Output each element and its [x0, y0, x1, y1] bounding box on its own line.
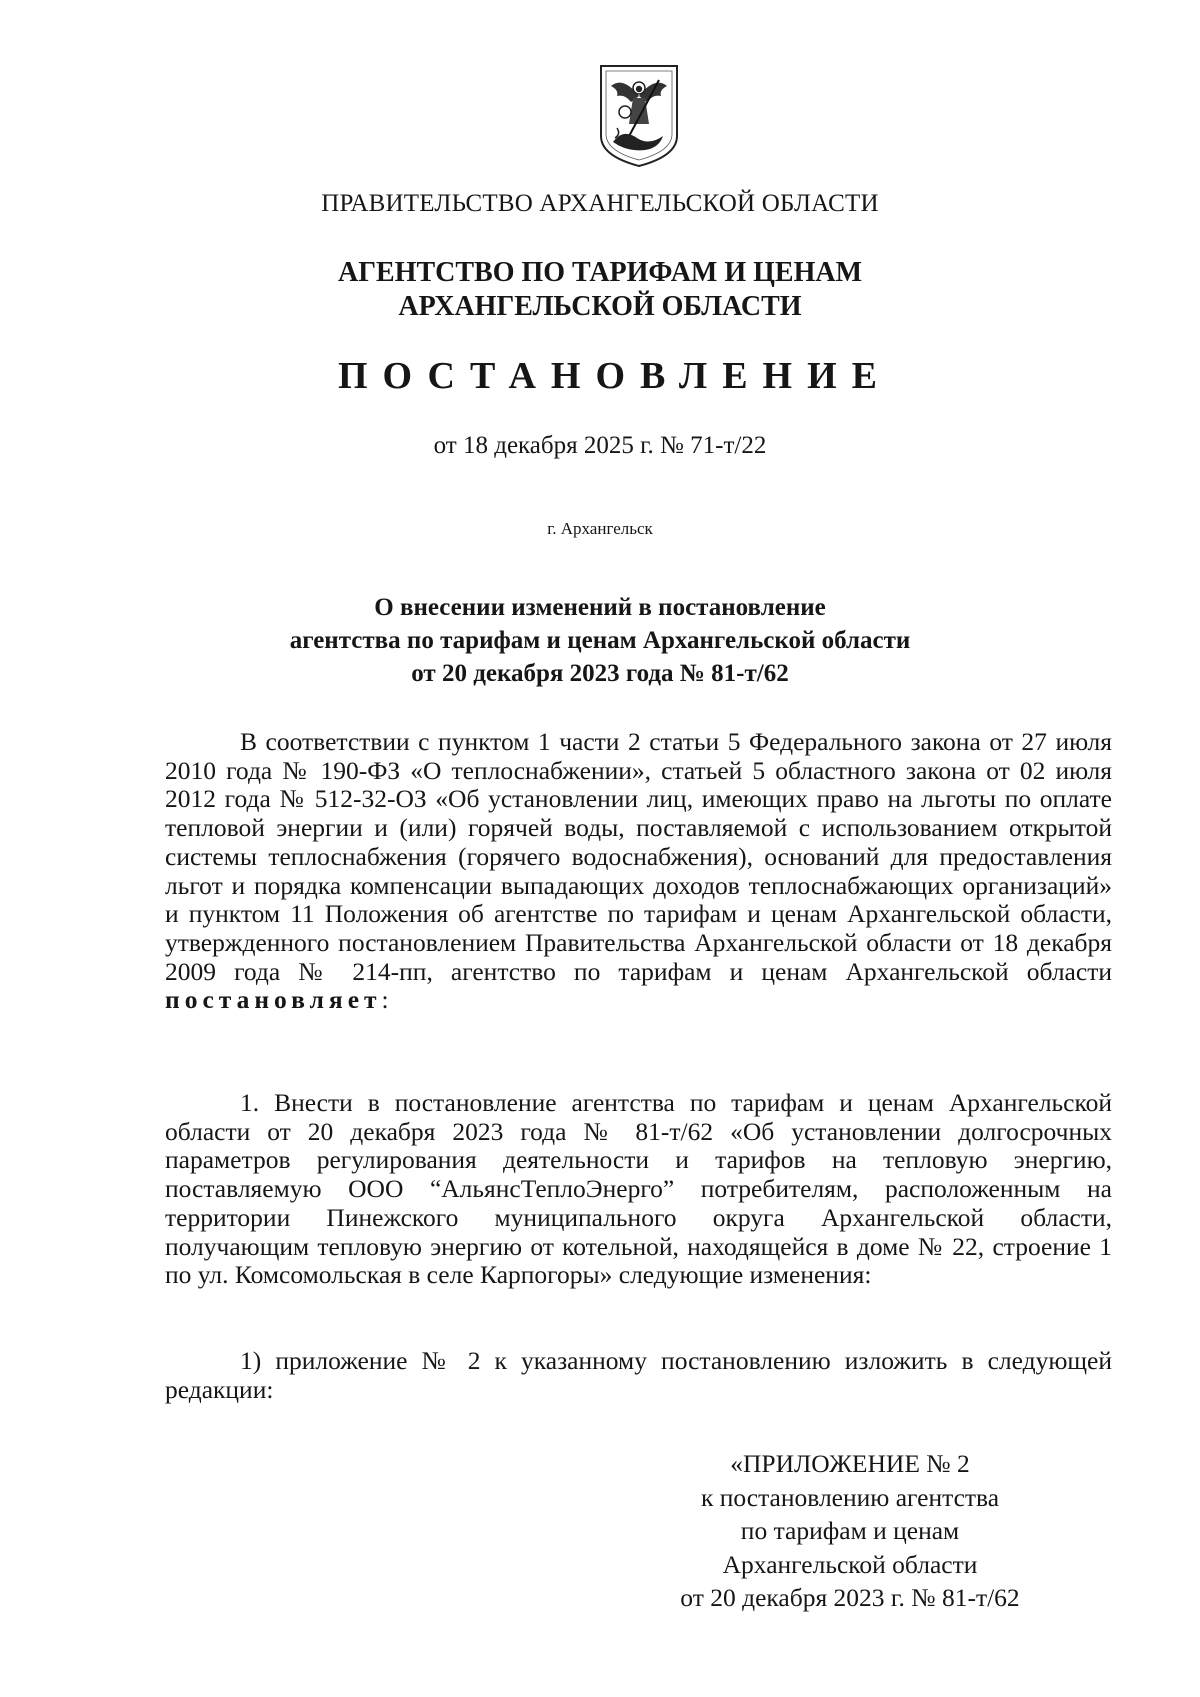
- document-type: ПОСТАНОВЛЕНИЕ: [337, 355, 893, 397]
- subject-line: от 20 декабря 2023 года № 81-т/62: [411, 660, 789, 687]
- subitem-1-paragraph: 1) приложение № 2 к указанному постановлению изложить в следующей редакции:: [165, 1346, 1112, 1404]
- item-1-paragraph: 1. Внести в постановление агентства по тарифам и ценам Архангельской области от 20 декабря 2023 года № 81-т/62 «Об установлении долгосрочных параметров регулирования деятельности и тарифов на тепловую энергию, поставляемую ООО “АльянсТеплоЭнерго” потребителям, расположенным на территории Пинежского муниципального округа Архангельской области, получающим тепловую энергию от котельной, находящейся в доме № 22, строение 1 по ул. Комсомольская в селе Карпогоры» следующие изменения:: [165, 1088, 1112, 1290]
- agency-name-line: АРХАНГЕЛЬСКОЙ ОБЛАСТИ: [398, 291, 802, 322]
- agency-name: [0, 256, 1200, 324]
- preamble-text: В соответствии с пунктом 1 части 2 статьи 5 Федерального закона от 27 июля 2010 года № 190-ФЗ «О теплоснабжении», статьей 5 областного закона от 02 июля 2012 года № 512-32-ОЗ «Об установлении лиц, имеющих право на льготы по оплате тепловой энергии и (или) горячей воды, поставляемой с использованием открытой системы теплоснабжения (горячего водоснабжения), оснований для предоставления льгот и порядка компенсации выпадающих доходов теплоснабжающих организаций» и пунктом 11 Положения об агентстве по тарифам и ценам Архангельской области, утвержденного постановлением Правительства Архангельской области от 18 декабря 2009 года № 214-пп, агентство по тарифам и ценам Архангельской области: [165, 727, 1112, 986]
- resolves-colon: :: [381, 985, 389, 1015]
- coat-of-arms-icon: [597, 62, 681, 170]
- subject-line: агентства по тарифам и ценам Архангельской области: [289, 627, 911, 654]
- appendix-heading: [660, 1447, 1040, 1615]
- decree-subject: [0, 591, 1200, 690]
- decree-date-number: от 18 декабря 2025 г. № 71-т/22: [433, 432, 767, 459]
- government-name: ПРАВИТЕЛЬСТВО АРХАНГЕЛЬСКОЙ ОБЛАСТИ: [321, 190, 879, 217]
- agency-name-line: АГЕНТСТВО ПО ТАРИФАМ И ЦЕНАМ: [337, 257, 863, 288]
- appendix-line: по тарифам и ценам: [740, 1516, 960, 1545]
- subject-line: О внесении изменений в постановление: [374, 594, 826, 621]
- appendix-line: к постановлению агентства: [700, 1482, 1000, 1512]
- resolves-word: постановляет: [165, 985, 382, 1015]
- decree-city: г. Архангельск: [547, 519, 653, 538]
- appendix-line: от 20 декабря 2023 г. № 81-т/62: [680, 1583, 1020, 1612]
- appendix-line: Архангельской области: [722, 1549, 978, 1579]
- appendix-line: «ПРИЛОЖЕНИЕ № 2: [730, 1449, 970, 1478]
- preamble-paragraph: [165, 728, 1112, 1015]
